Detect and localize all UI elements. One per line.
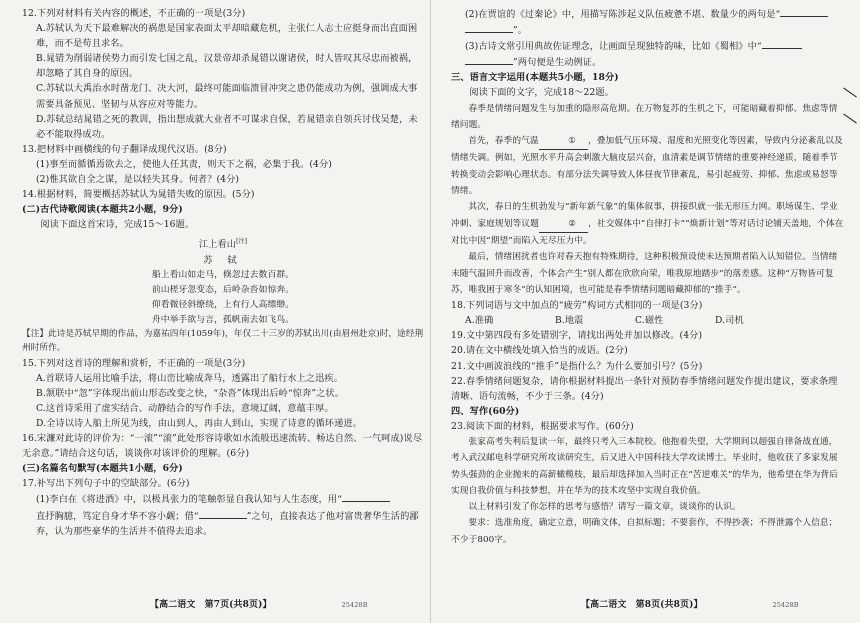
question-17-1: (1)李白在《将进酒》中，以极具张力的笔触彰显自我认知与人生态度，用“ 直抒胸臆，笃定自身才华不容小觑；借“ ”之句，直接表达了他对富贵奢华生活的鄙弃，认为那些豪华的生活并不值得去追求。 <box>22 491 424 538</box>
question-21: 21.文中画波浪线的“推手”是指什么？为什么要加引号？(5分) <box>451 360 703 372</box>
question-16: 16.宋濂对此诗的评价为：“一滚”“滚”此处形容诗歌如水流般迅速流转、畅达自然、一气呵成)说尽无余意。”请结合这句话，谈谈你对该评价的理解。(6分) <box>22 433 422 460</box>
footer-label: 【高二语文 第8页(共8页)】 <box>581 599 703 610</box>
answer-blank[interactable] <box>199 508 247 519</box>
writing-prompt: 以上材料引发了你怎样的思考与感悟？请写一篇文章，谈谈你的认识。 <box>468 502 741 513</box>
answer-blank[interactable] <box>465 22 513 33</box>
answer-blank[interactable] <box>762 38 802 49</box>
option-15a: A.首联诗人运用比喻手法，将山峦比喻成奔马，透露出了船行水上之迅疾。 <box>36 372 343 384</box>
poem-note: 【注】此诗是苏轼早期的作品，为嘉祐四年(1059年)，年仅二十三岁的苏轼出川(由眉州赴京)时，途经荆州时所作。 <box>22 329 424 353</box>
poetry-intro: 阅读下面这首宋诗，完成15～16题。 <box>40 219 195 231</box>
exam-page-8 <box>430 0 860 623</box>
question-18: 18.下列词语与文中加点的“疲劳”构词方式相同的一项是(3分) <box>451 300 703 312</box>
answer-blank[interactable] <box>780 6 828 17</box>
question-17-3: (3)古诗文常引用典故佐证理念，让画面呈现独特韵味，比如《蜀相》中“ ”两句便是生动例证。 <box>451 38 846 70</box>
option-12b: B.晁错为削弱诸侯势力而引发七国之乱，汉景帝却杀晁错以谢诸侯，时人皆叹其尽忠而被祸，却忽略了其自身的原因。 <box>36 53 418 80</box>
passage-paragraph-4: 最后，情绪困扰者也许对春天抱有特殊期待，这种积极预设使未达预期者陷入认知错位。当情绪未随气温回升而改善，个体会产生“别人都在欣欣向荣，唯我原地踏步”的落差感。这种“万物皆可复苏，唯我困于寒冬”的认知困境，也可能是春季情绪问题暗藏抑郁的“推手”。 <box>451 252 838 295</box>
writing-material: 张家高考失利后复读一年，最终只考入三本院校。他抱着失望，大学期间以超强自律备战直通，考入武汉邮电科学研究所攻读研究生，后又进入中国科技大学攻读博士。毕业时，他收获了多家发展势头强劲的企业抛来的高薪橄榄枝，最后却选择加入当时正在“苦逆难关”的华为，他希望在华为背后实现自我价值与科技梦想，并在华为的技术攻坚中实现自我价值。 <box>451 436 838 496</box>
section-recitation-heading: (三)名篇名句默写(本题共1小题，6分) <box>22 463 183 475</box>
question-17: 17.补写出下列句子中的空缺部分。(6分) <box>22 478 190 490</box>
poem-title: 江上看山[注] <box>198 238 248 251</box>
poem-note-mark: [注] <box>236 238 248 246</box>
poem-line-1: 船上看山如走马，倏忽过去数百群。 <box>151 269 295 280</box>
exam-code: 25428B <box>341 600 368 609</box>
question-20: 20.请在文中横线处填入恰当的成语。(2分) <box>451 345 628 357</box>
question-14: 14.根据材料，简要概括苏轼认为晁错失败的原因。(5分) <box>22 189 255 201</box>
question-15: 15.下列对这首诗的理解和赏析，不正确的一项是(3分) <box>22 357 246 369</box>
page-footer <box>150 598 368 613</box>
section-writing-heading: 四、写作(60分) <box>451 405 520 417</box>
poem-author: 苏 轼 <box>203 254 243 266</box>
option-15b: B.颔联中“忽”字体现出前山形态改变之快，“杂沓”体现出后岭“惊奔”之状。 <box>36 387 344 399</box>
question-17-2: (2)在贾谊的《过秦论》中，用描写陈涉起义队伍疲惫不堪、数量少的两句是“ ”。 <box>451 6 846 38</box>
answer-blank[interactable] <box>465 54 513 65</box>
exam-code: 25428B <box>772 600 799 609</box>
question-13-1: (1)事至而循循焉欲去之，使他人任其责，则天下之祸，必集于我。(4分) <box>36 158 332 170</box>
question-23: 23.阅读下面的材料，根据要求写作。(60分) <box>451 420 634 432</box>
options-18: A.准确 B.地震 C.磁性 D.司机 <box>465 315 744 327</box>
option-12d: D.苏轼总结晁错之死的教训，指出想成就大业者不可谋求自保，若晁错亲自领兵讨伐吴楚，未必不能取得成功。 <box>36 113 418 140</box>
option-12c: C.苏轼以大禹治水时凿龙门、决大河，最终可能面临溃冒冲突之患仍能成功为例，强调成大事需要具备预见、坚韧与从容应对等能力。 <box>36 83 418 110</box>
fill-blank-1[interactable]: ① <box>539 133 588 150</box>
option-12a: A.苏轼认为天下最难解决的祸患是国家表面太平却暗藏危机，主张仁人志士应挺身而出直面困难，而不是苟且求名。 <box>36 23 418 50</box>
section-language-heading: 三、语言文字运用(本题共5小题，18分) <box>451 72 619 84</box>
poem-line-4: 舟中举手欲与言，孤帆南去如飞鸟。 <box>151 314 295 325</box>
fill-blank-2[interactable]: ② <box>539 216 588 233</box>
language-intro: 阅读下面的文字，完成18～22题。 <box>469 87 614 99</box>
question-12: 12.下列对材料有关内容的概述，不正确的一项是(3分) <box>22 8 246 19</box>
passage-paragraph-1: 春季是情绪问题发生与加重的隐形高危期。在万物复苏的生机之下，可能暗藏着抑郁、焦虑等情绪问题。 <box>451 103 838 130</box>
poem-line-3: 仰看微径斜缭绕，上有行人高缥缈。 <box>151 299 295 310</box>
passage-paragraph-2: 首先，春季的气温 ① ，叠加低气压环境、湿度和光照变化等因素，导致内分泌紊乱以及情绪失调。例如，光照水平升高会刺激大脑皮层兴奋，血清素是调节情绪的重要神经递质，随着季节转换变动会影响心理状态。有部分法失调导致人体昼夜节律紊乱，易引起疲劳、抑郁、焦虑或易怒等情绪。 <box>451 133 846 199</box>
option-15c: C.这首诗采用了虚实结合、动静结合的写作手法，意境辽阔，意蕴丰厚。 <box>36 402 334 414</box>
answer-blank[interactable] <box>342 491 390 502</box>
question-19: 19.文中第四段有多处错别字，请找出两处并加以修改。(4分) <box>451 330 703 342</box>
question-13: 13.把材料中画横线的句子翻译成现代汉语。(8分) <box>22 143 227 155</box>
writing-requirements: 要求：选准角度，确定立意，明确文体，自拟标题；不要套作，不得抄袭；不得泄露个人信息；不少于800字。 <box>451 518 838 545</box>
footer-label: 【高二语文 第7页(共8页)】 <box>150 599 272 610</box>
question-13-2: (2)惟其欲自全之谋，是以轻失其身。何者？(4分) <box>36 174 240 186</box>
option-15d: D.全诗以诗人船上所见为线，由山到人，再由人到山，实现了诗意的循环递进。 <box>36 418 362 429</box>
question-22: 22.春季情绪问题复杂，请你根据材料提出一条针对预防春季情绪问题发作提出建议，要求条理清晰、语句流畅，不少于三条。(4分) <box>451 375 838 402</box>
section-poetry-heading: (二)古代诗歌阅读(本题共2小题，9分) <box>22 204 183 216</box>
passage-paragraph-3: 其次，春日的生机勃发与“新年新气象”的集体叙事，拼接织就一张无形压力网。职场谋生、学业冲刺、家庭规划等议题 ② ，社交媒体中“自律打卡”“焕新计划”等对话讨论铺天盖地，个体在对比中因“期望”而陷入无尽压力中。 <box>451 202 844 246</box>
poem-line-2: 前山槎牙忽变态，后岭杂沓如惊奔。 <box>151 284 295 295</box>
page-footer <box>581 598 799 613</box>
